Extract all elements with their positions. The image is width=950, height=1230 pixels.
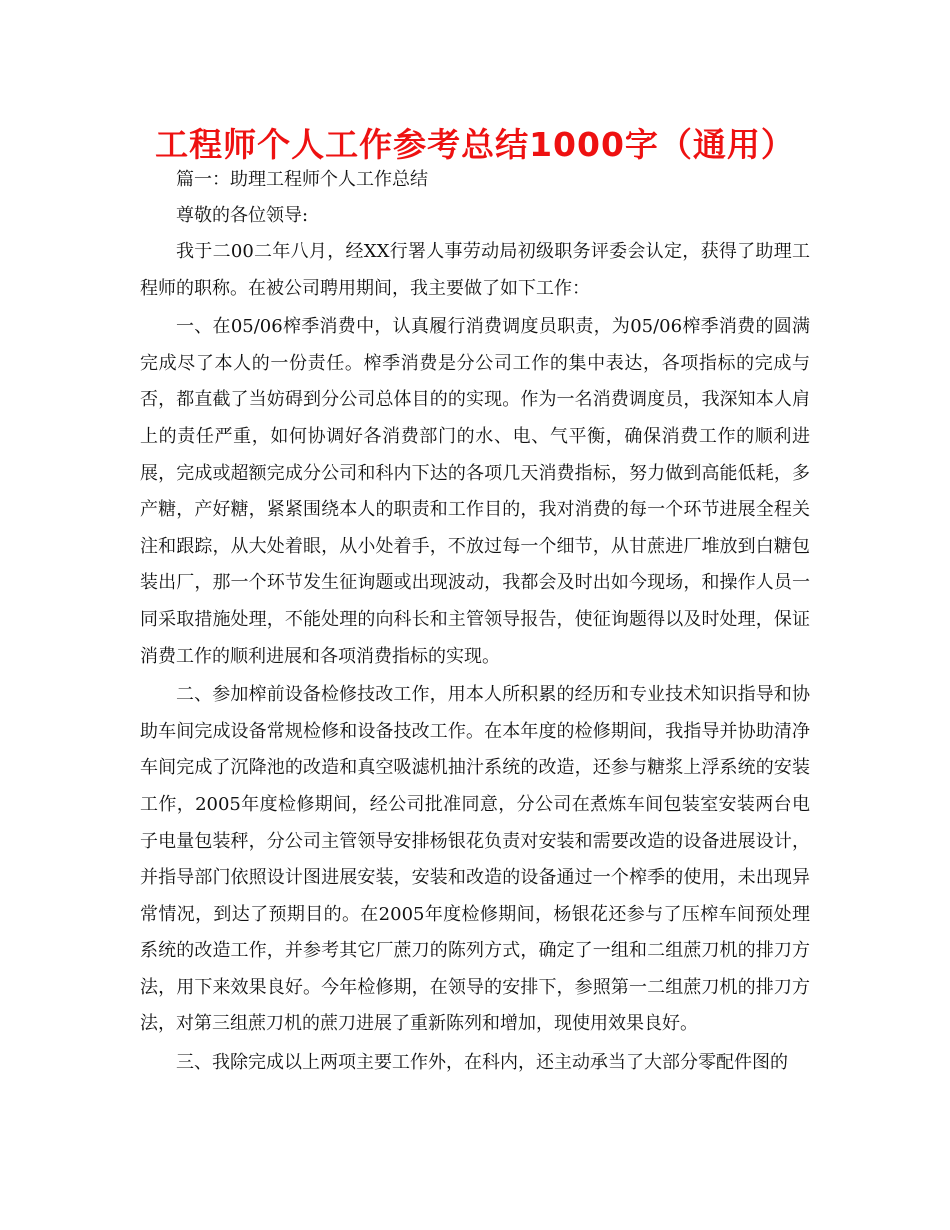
paragraph-item-3: 三、我除完成以上两项主要工作外，在科内，还主动承当了大部分零配件图的 — [176, 1052, 788, 1074]
paragraph-intro: 我于二00二年八月，经XX行署人事劳动局初级职务评委会认定，获得了助理工程师的职称。在被公司聘用期间，我主要做了如下工作： — [140, 241, 810, 299]
document-title: 工程师个人工作参考总结1000字（通用） — [155, 125, 795, 164]
paragraph-item-1: 一、在05/06榨季消费中，认真履行消费调度员职责，为05/06榨季消费的圆满完成尽了本人的一份责任。榨季消费是分公司工作的集中表达，各项指标的完成与否，都直截了当妨碍到分公司总体目的的实现。作为一名消费调度员，我深知本人肩上的责任严重，如何协调好各消费部门的水、电、气平衡，确保消费工作的顺利进展，完成或超额完成分公司和科内下达的各项几天消费指标，努力做到高能低耗，多产糖，产好糖，紧紧围绕本人的职责和工作目的，我对消费的每一个环节进展全程关注和跟踪，从大处着眼，从小处着手，不放过每一个细节，从甘蔗进厂堆放到白糖包装出厂，那一个环节发生征询题或出现波动，我都会及时出如今现场，和操作人员一同采取措施处理，不能处理的向科长和主管领导报告，使征询题得以及时处理，保证消费工作的顺利进展和各项消费指标的实现。 — [140, 316, 810, 667]
section-heading: 篇一：助理工程师个人工作总结 — [176, 169, 428, 190]
document-body — [140, 162, 810, 1084]
salutation: 尊敬的各位领导: — [176, 205, 309, 226]
paragraph-item-2: 二、参加榨前设备检修技改工作，用本人所积累的经历和专业技术知识指导和协助车间完成设备常规检修和设备技改工作。在本年度的检修期间，我指导并协助清净车间完成了沉降池的改造和真空吸滤机抽汁系统的改造，还参与糖浆上浮系统的安装工作，2005年度检修期间，经公司批准同意，分公司在煮炼车间包装室安装两台电子电量包装秤，分公司主管领导安排杨银花负责对安装和需要改造的设备进展设计，并指导部门依照设计图进展安装，安装和改造的设备通过一个榨季的使用，未出现异常情况，到达了预期目的。在2005年度检修期间，杨银花还参与了压榨车间预处理系统的改造工作，并参考其它厂蔗刀的陈列方式，确定了一组和二组蔗刀机的排刀方法，用下来效果良好。今年检修期，在领导的安排下，参照第一二组蔗刀机的排刀方法，对第三组蔗刀机的蔗刀进展了重新陈列和增加，现使用效果良好。 — [140, 684, 810, 1035]
